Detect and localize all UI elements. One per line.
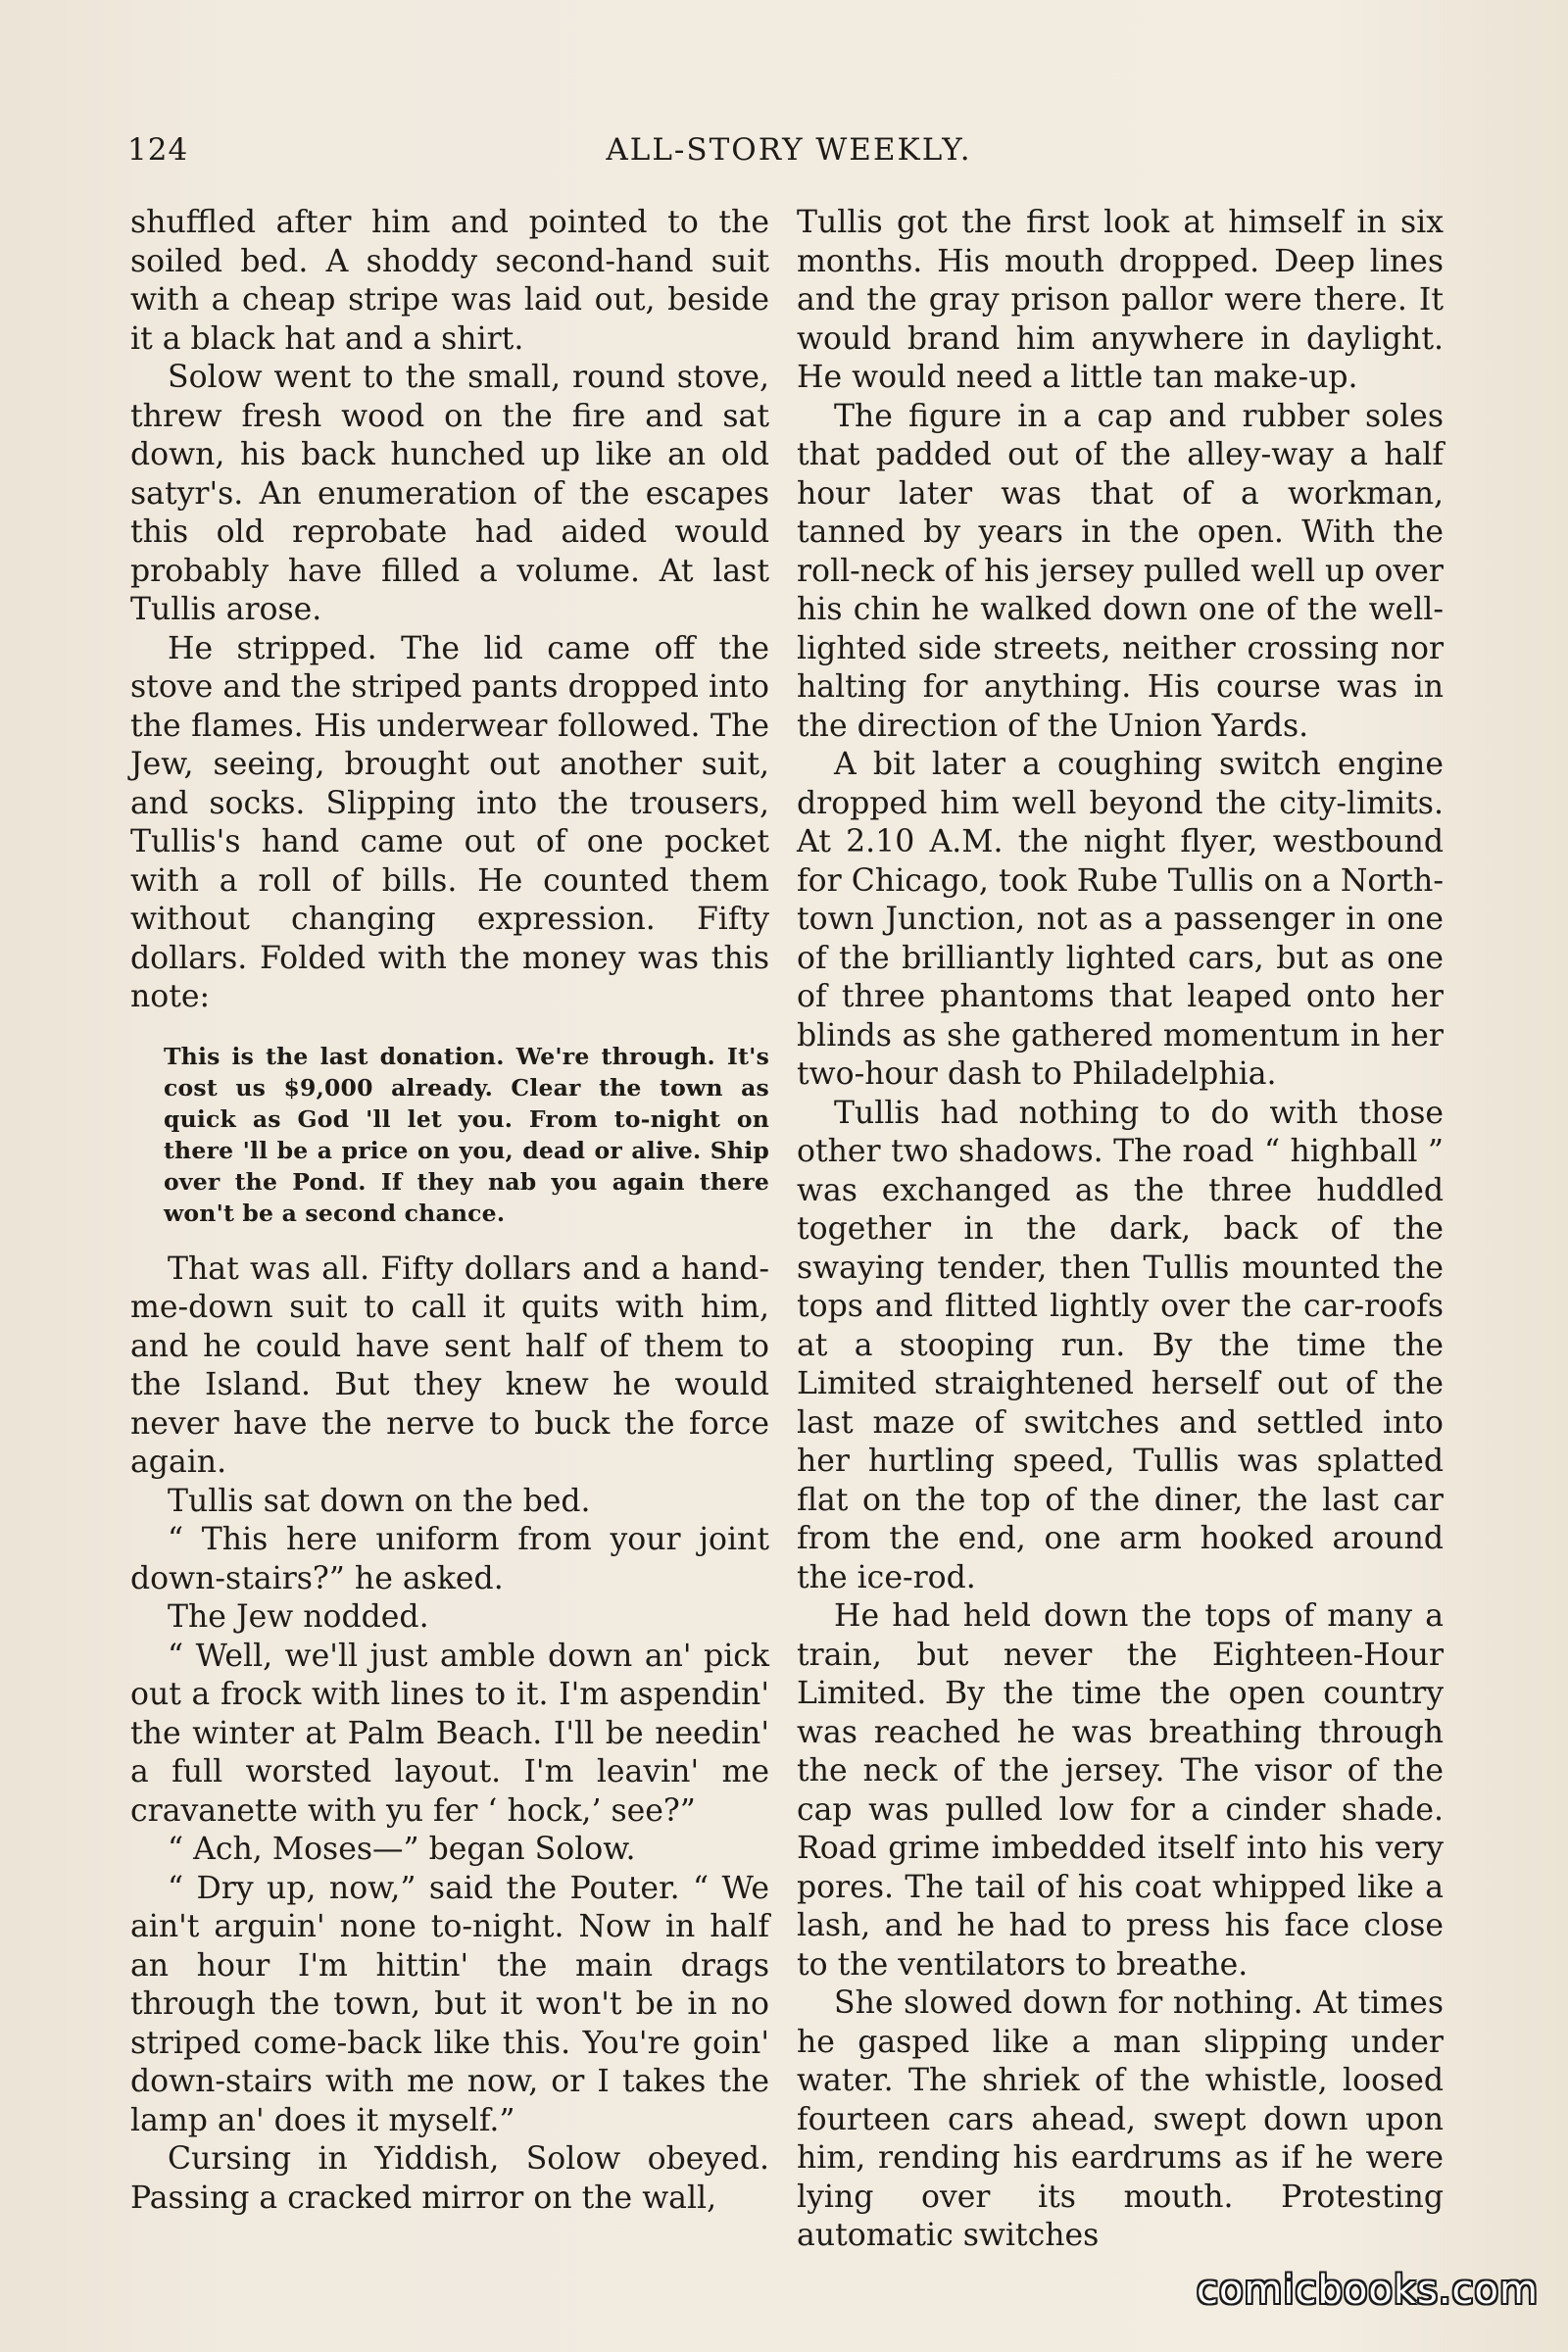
left-column [130,204,769,2218]
paragraph: She slowed down for nothing. At times he gasped like a man slipping under water. The shriek of the whistle, loosed fourteen cars ahead, swept down upon him, rending his eardrums as if he were lying over its mouth. Protesting automatic switches [797,1985,1444,2253]
page-header [127,132,1450,181]
paragraph: Solow went to the small, round stove, threw fresh wood on the fire and sat down, his back hunched up like an old satyr's. An enumeration of the escapes this old reprobate had aided would probably have filled a volume. At last Tullis arose. [130,360,769,627]
watermark-logo: comicbooks.com [1196,2268,1539,2313]
right-column [797,204,1444,2256]
paragraph: That was all. Fifty dollars and a hand-me-down suit to call it quits with him, and he could have sent half of them to the Island. But they knew he would never have the nerve to buck the force again. [130,1250,769,1480]
paragraph: “ Well, we'll just amble down an' pick out a frock with lines to it. I'm aspendin' the winter at Palm Beach. I'll be needin' a full worsted layout. I'm leavin' me cravanette with yu fer ‘ hock,’ see?” [130,1638,769,1829]
running-title: ALL-STORY WEEKLY. [606,132,972,168]
note-text: This is the last donation. We're through. It's cost us $9,000 already. Clear the town as quick as God 'll let you. From to-night on there 'll be a price on you, dead or alive. Ship over the Pond. If they nab you again there won't be a second chance. [164,1042,769,1227]
paragraph: He stripped. The lid came off the stove and the striped pants dropped into the flames. His underwear followed. The Jew, seeing, brought out another suit, and socks. Slipping into the trousers, Tullis's hand came out of one pocket with a roll of bills. He counted them without changing expression. Fifty dollars. Folded with the money was this note: [130,630,769,1014]
paragraph: “ Ach, Moses—” began Solow. [168,1832,636,1867]
paragraph: He had held down the tops of many a train, but never the Eighteen-Hour Limited. By the time the open country was reached he was breathing through the neck of the jersey. The visor of the cap was pulled low for a cinder shade. Road grime imbedded itself into his very pores. The tail of his coat whipped like a lash, and he had to press his face close to the ventilators to breathe. [797,1598,1444,1983]
paragraph: shuffled after him and pointed to the soiled bed. A shoddy second-hand suit with a cheap stripe was laid out, beside it a black hat and a shirt. [130,205,769,357]
paragraph: Cursing in Yiddish, Solow obeyed. Passing a cracked mirror on the wall, [130,2141,769,2216]
paragraph: The Jew nodded. [168,1599,429,1635]
paragraph: A bit later a coughing switch engine dropped him well beyond the city-limits. At 2.10 A.M. the night flyer, westbound for Chicago, took Rube Tullis on a North-town Junction, not as a passenger in one of the brilliantly lighted cars, but as one of three phantoms that leaped onto her blinds as she gathered momentum in her two-hour dash to Philadelphia. [797,747,1444,1092]
paragraph: “ Dry up, now,” said the Pouter. “ We ain't arguin' none to-night. Now in half an hour I'm hittin' the main drags through the town, but it won't be in no striped come-back like this. You're goin' down-stairs with me now, or I takes the lamp an' does it myself.” [130,1870,769,2138]
paragraph: Tullis had nothing to do with those other two shadows. The road “ highball ” was exchanged as the three huddled together in the dark, back of the swaying tender, then Tullis mounted the tops and flitted lightly over the car-roofs at a stooping run. By the time the Limited straightened herself out of the last maze of switches and settled into her hurtling speed, Tullis was splatted flat on the top of the diner, the last car from the end, one arm hooked around the ice-rod. [797,1095,1444,1595]
page-number: 124 [127,132,189,168]
paragraph: The figure in a cap and rubber soles that padded out of the alley-way a half hour later was that of a workman, tanned by years in the open. With the roll-neck of his jersey pulled well up over his chin he walked down one of the well-lighted side streets, neither crossing nor halting for anything. His course was in the direction of the Union Yards. [797,398,1444,744]
paragraph: Tullis sat down on the bed. [168,1483,591,1519]
paragraph: “ This here uniform from your joint down-stairs?” he asked. [130,1522,769,1596]
quoted-note [164,1041,769,1229]
paragraph: Tullis got the first look at himself in six months. His mouth dropped. Deep lines and the gray prison pallor were there. It would brand him anywhere in daylight. He would need a little tan make-up. [797,205,1444,395]
